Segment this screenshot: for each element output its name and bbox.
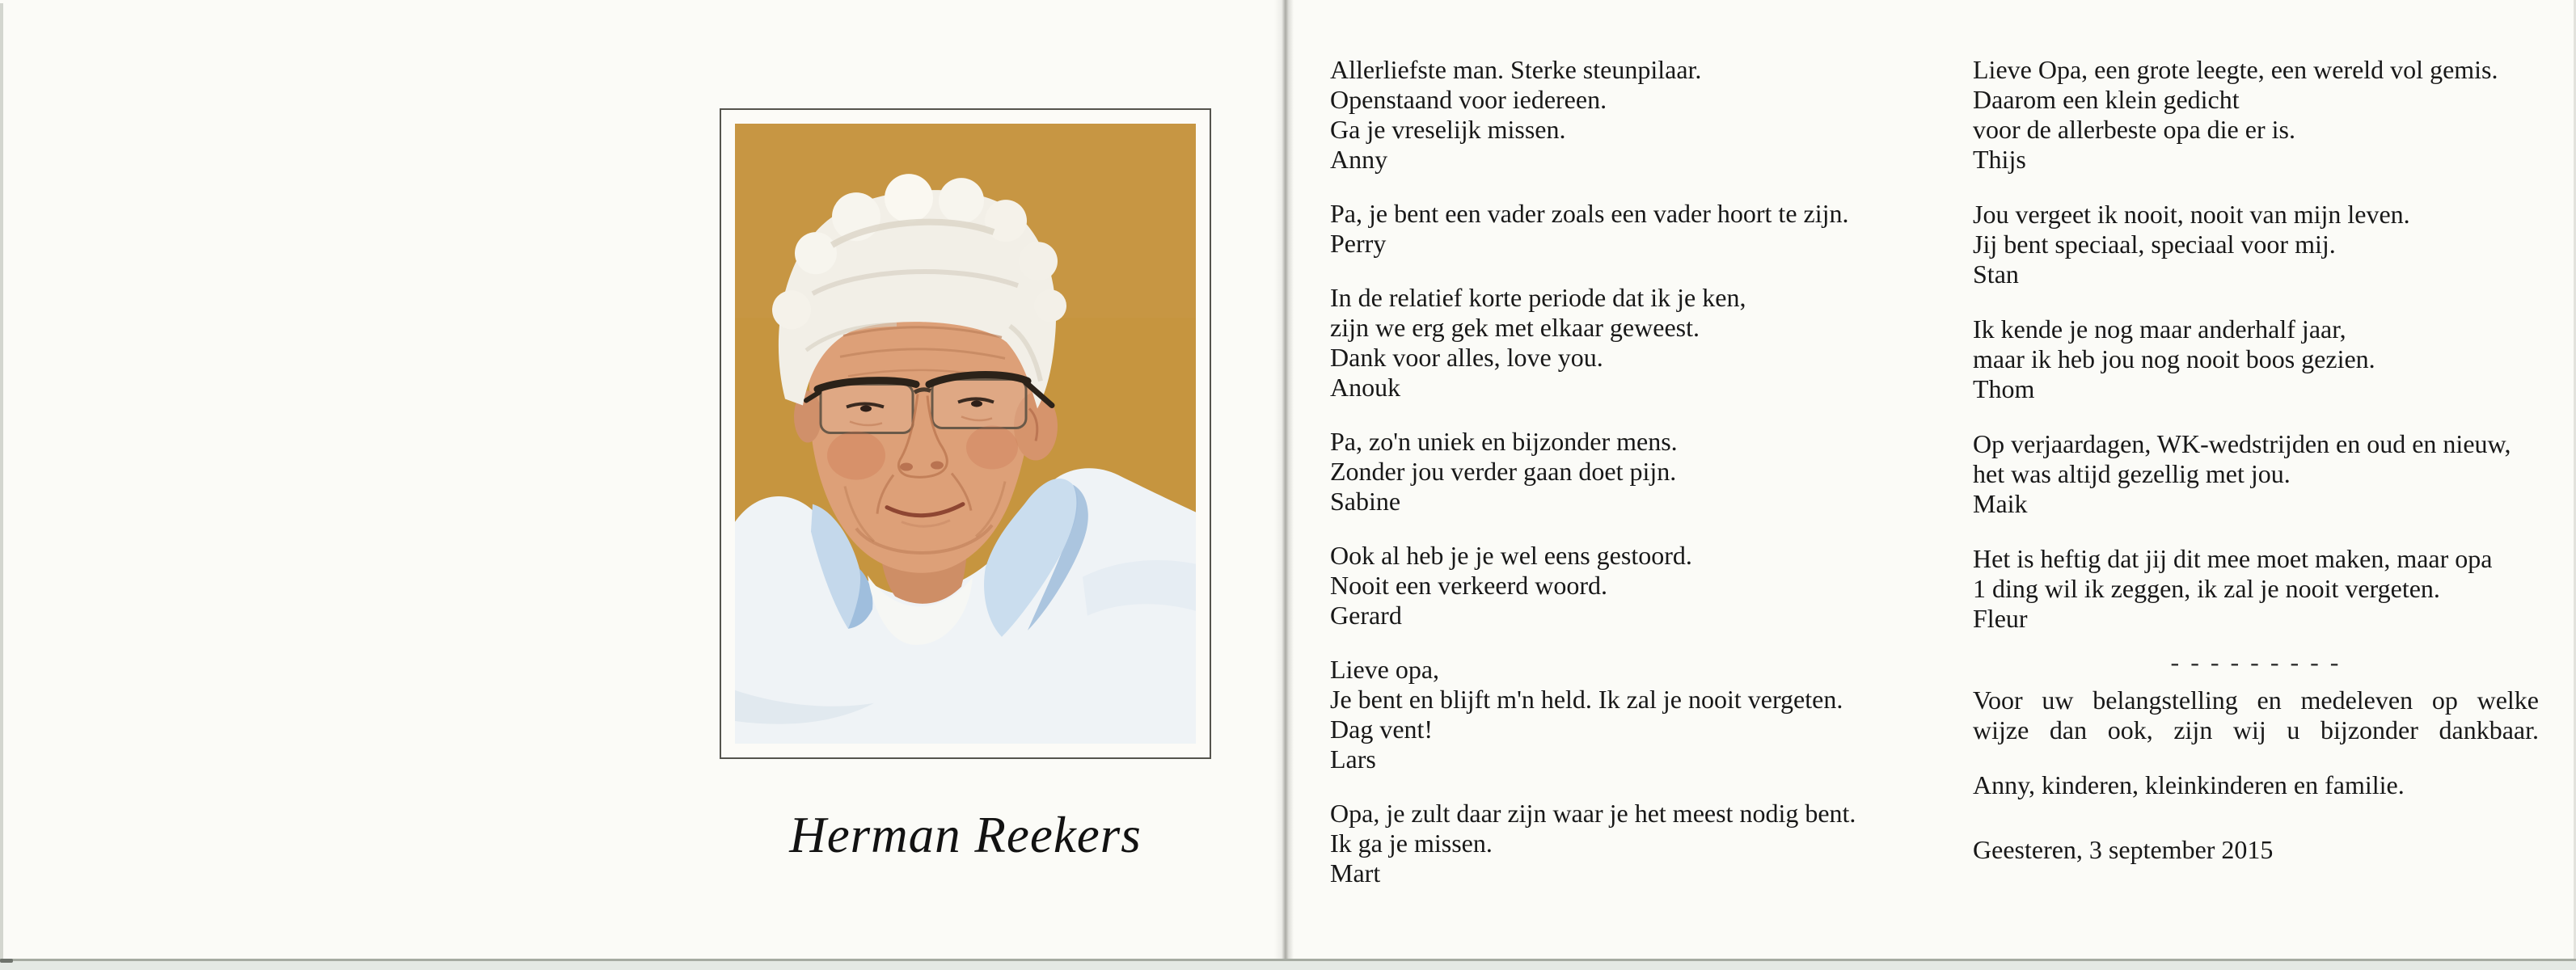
- tribute-anny: [1330, 55, 1906, 175]
- tribute-author: Maik: [1973, 489, 2028, 518]
- deceased-name: Herman Reekers: [789, 807, 1142, 863]
- tribute-mart: [1330, 799, 1906, 888]
- tribute-line: Nooit een verkeerd woord.: [1330, 571, 1607, 600]
- tribute-line: Op verjaardagen, WK-wedstrijden en oud en nieuw,: [1973, 429, 2511, 458]
- tribute-fleur: [1973, 544, 2539, 634]
- tribute-line: Lieve opa,: [1330, 655, 1440, 684]
- tribute-author: Mart: [1330, 858, 1381, 888]
- tribute-line: het was altijd gezellig met jou.: [1973, 459, 2291, 488]
- tribute-line: Zonder jou verder gaan doet pijn.: [1330, 457, 1677, 486]
- tribute-line: Pa, je bent een vader zoals een vader hoort te zijn.: [1330, 199, 1849, 228]
- tribute-line: maar ik heb jou nog nooit boos gezien.: [1973, 344, 2375, 373]
- tribute-line: Ik kende je nog maar anderhalf jaar,: [1973, 314, 2346, 344]
- scan-edge-left: [0, 3, 3, 964]
- tribute-author: Anny: [1330, 145, 1388, 174]
- photo-frame: [720, 108, 1211, 759]
- tributes-column-right: [1973, 55, 2539, 865]
- tribute-author: Sabine: [1330, 487, 1401, 516]
- dashed-separator: - - - - - - - - -: [2170, 647, 2342, 677]
- tribute-maik: [1973, 429, 2539, 519]
- tribute-author: Gerard: [1330, 601, 1402, 630]
- scan-corner-mark: [0, 959, 13, 963]
- place-and-date: Geesteren, 3 september 2015: [1973, 835, 2274, 864]
- tribute-line: Dank voor alles, love you.: [1330, 343, 1603, 372]
- tribute-line: In de relatief korte periode dat ik je ken,: [1330, 283, 1746, 312]
- tribute-line: voor de allerbeste opa die er is.: [1973, 115, 2295, 144]
- tribute-line: Lieve Opa, een grote leegte, een wereld vol gemis.: [1973, 55, 2498, 84]
- tribute-line: Dag vent!: [1330, 715, 1434, 744]
- tribute-line: Allerliefste man. Sterke steunpilaar.: [1330, 55, 1702, 84]
- tribute-line: Ook al heb je je wel eens gestoord.: [1330, 541, 1692, 570]
- portrait-svg: [735, 124, 1196, 744]
- portrait-photo: [735, 124, 1196, 744]
- acknowledgement-paragraph: [1973, 685, 2539, 745]
- tribute-author: Stan: [1973, 259, 2019, 289]
- acknowledgement-line: wijze dan ook, zijn wij u bijzonder dankbaar.: [1973, 715, 2539, 744]
- tribute-sabine: [1330, 427, 1906, 517]
- tributes-column-left: [1330, 55, 1906, 913]
- tribute-author: Perry: [1330, 229, 1387, 258]
- card-fold-seam: [1274, 0, 1294, 970]
- tribute-perry: [1330, 199, 1906, 259]
- tribute-anouk: [1330, 283, 1906, 403]
- tribute-author: Lars: [1330, 744, 1376, 774]
- tribute-line: Het is heftig dat jij dit mee moet maken, maar opa: [1973, 544, 2493, 573]
- tribute-line: Jij bent speciaal, speciaal voor mij.: [1973, 230, 2336, 259]
- tribute-line: Daarom een klein gedicht: [1973, 85, 2240, 114]
- scan-edge-bottom: [0, 959, 2576, 970]
- tribute-thijs: [1973, 55, 2539, 175]
- tribute-lars: [1330, 655, 1906, 774]
- tribute-stan: [1973, 200, 2539, 289]
- acknowledgement-line: Voor uw belangstelling en medeleven op welke: [1973, 685, 2539, 715]
- tribute-line: 1 ding wil ik zeggen, ik zal je nooit vergeten.: [1973, 574, 2440, 603]
- tribute-author: Fleur: [1973, 604, 2028, 633]
- tribute-line: Opa, je zult daar zijn waar je het meest nodig bent.: [1330, 799, 1856, 828]
- tribute-line: Pa, zo'n uniek en bijzonder mens.: [1330, 427, 1678, 456]
- tribute-author: Anouk: [1330, 373, 1401, 402]
- tribute-author: Thijs: [1973, 145, 2026, 174]
- tribute-line: Ik ga je missen.: [1330, 829, 1493, 858]
- tribute-line: zijn we erg gek met elkaar geweest.: [1330, 313, 1700, 342]
- family-signature: Anny, kinderen, kleinkinderen en familie.: [1973, 770, 2405, 799]
- tribute-author: Thom: [1973, 374, 2035, 403]
- tribute-line: Je bent en blijft m'n held. Ik zal je nooit vergeten.: [1330, 685, 1843, 714]
- tribute-gerard: [1330, 541, 1906, 630]
- tribute-line: Ga je vreselijk missen.: [1330, 115, 1566, 144]
- tribute-thom: [1973, 314, 2539, 404]
- tribute-line: Openstaand voor iedereen.: [1330, 85, 1607, 114]
- tribute-line: Jou vergeet ik nooit, nooit van mijn leven.: [1973, 200, 2410, 229]
